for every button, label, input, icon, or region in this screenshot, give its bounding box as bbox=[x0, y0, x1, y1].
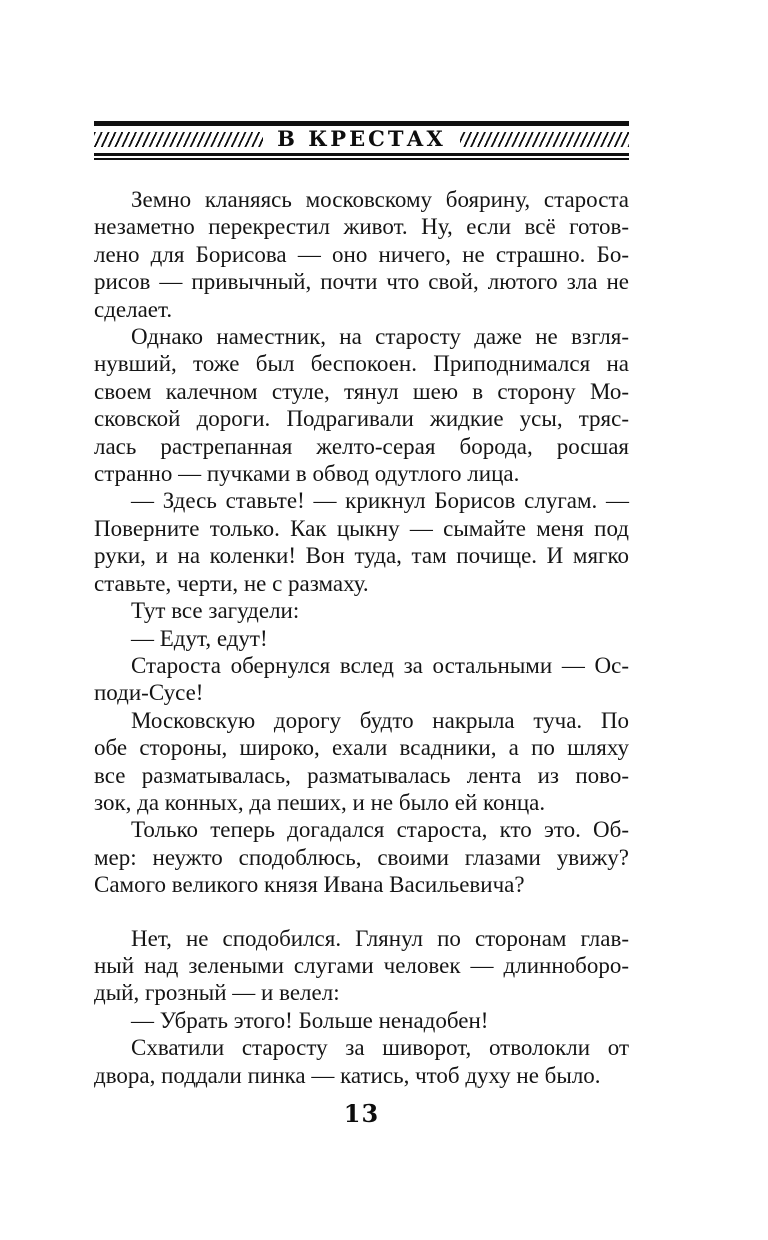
text-line: лась растрепанная желто-серая борода, росшая bbox=[94, 433, 629, 459]
chapter-header bbox=[94, 121, 629, 160]
paragraph bbox=[94, 652, 629, 707]
text-line: Однако наместник, на старосту даже не взгля- bbox=[131, 324, 629, 350]
text-line: — Едут, едут! bbox=[131, 625, 268, 651]
text-line: незаметно перекрестил живот. Ну, если всё готов- bbox=[94, 214, 629, 240]
text-line: дый, грозный — и велел: bbox=[94, 980, 340, 1006]
text-line: рисов — привычный, почти что свой, лютого зла не bbox=[94, 269, 629, 295]
text-line: Московскую дорогу будто накрыла туча. По bbox=[131, 707, 629, 733]
text-line: странно — пучками в обвод одутлого лица. bbox=[94, 461, 520, 487]
paragraph bbox=[94, 625, 629, 652]
paragraph bbox=[94, 186, 629, 323]
paragraph bbox=[94, 1007, 629, 1034]
text-line: Староста обернулся вслед за остальными — Ос- bbox=[131, 652, 629, 678]
text-line: ставьте, черти, не с размаху. bbox=[94, 570, 369, 596]
text-line: Схватили старосту за шиворот, отволокли от bbox=[131, 1035, 629, 1061]
text-line: Поверните только. Как цыкну — сымайте меня под bbox=[94, 515, 629, 541]
text-line: зок, да конных, да пеших, и не было ей конца. bbox=[94, 789, 546, 815]
text-line: двора, поддали пинка — катись, чтоб духу не было. bbox=[94, 1062, 601, 1088]
page-number: 13 bbox=[343, 1099, 380, 1128]
chapter-title: В КРЕСТАХ bbox=[263, 128, 460, 149]
text-line: Только теперь догадался староста, кто это. Об- bbox=[131, 817, 629, 843]
text-line: обе стороны, широко, ехали всадники, а по шляху bbox=[94, 735, 629, 761]
paragraph bbox=[94, 597, 629, 624]
header-hatch-band bbox=[94, 126, 629, 151]
body-text bbox=[94, 186, 629, 1089]
text-line: сделает. bbox=[94, 296, 173, 322]
text-line: Нет, не сподобился. Глянул по сторонам глав- bbox=[131, 925, 629, 951]
paragraph bbox=[94, 707, 629, 817]
text-line: мер: неужто сподоблюсь, своими глазами увижу? bbox=[94, 844, 629, 870]
text-line: ный над зелеными слугами человек — длинноборо- bbox=[94, 952, 629, 978]
paragraph bbox=[94, 816, 629, 898]
text-line: Самого великого князя Ивана Васильевича? bbox=[94, 872, 525, 898]
text-line: — Убрать этого! Больше ненадобен! bbox=[131, 1007, 489, 1033]
paragraph bbox=[94, 323, 629, 487]
text-line: Тут все загудели: bbox=[131, 598, 300, 624]
text-line: руки, и на коленки! Вон туда, там почище. И мягко bbox=[94, 543, 629, 569]
text-line: лено для Борисова — оно ничего, не страшно. Бо- bbox=[94, 241, 629, 267]
paragraph bbox=[94, 487, 629, 597]
text-line: все разматывалась, разматывалась лента из пово- bbox=[94, 762, 629, 788]
text-line: своем калечном стуле, тянул шею в сторону Мо- bbox=[94, 378, 629, 404]
header-bottom-rule bbox=[94, 158, 629, 160]
text-line: сковской дороги. Подрагивали жидкие усы, тряс- bbox=[94, 406, 629, 432]
text-line: Земно кланяясь московскому боярину, староста bbox=[131, 187, 629, 212]
paragraph bbox=[94, 1034, 629, 1089]
header-mid-rule bbox=[94, 153, 629, 156]
paragraph bbox=[94, 925, 629, 1007]
text-line: поди-Сусе! bbox=[94, 680, 204, 706]
text-line: нувший, тоже был беспокоен. Приподнимался на bbox=[94, 351, 629, 377]
text-line: — Здесь ставьте! — крикнул Борисов слугам. — bbox=[131, 488, 629, 514]
